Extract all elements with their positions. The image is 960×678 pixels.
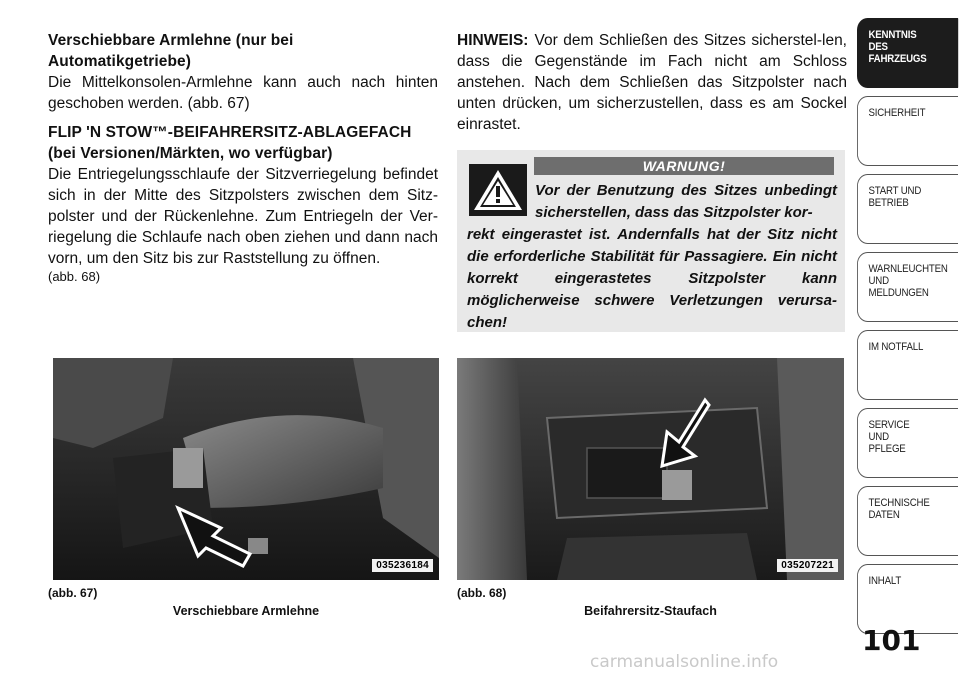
armrest-text: Die Mittelkonsolen-Armlehne kann auch nach hinten geschoben werden. xyxy=(48,74,438,112)
figure-67-caption: Verschiebbare Armlehne xyxy=(172,604,320,618)
tab-label: SICHERHEIT xyxy=(868,107,926,119)
tab-start-und-betrieb[interactable] xyxy=(857,174,958,244)
right-column xyxy=(457,30,847,135)
tab-label: IM NOTFALL xyxy=(868,341,924,353)
warning-box xyxy=(457,150,845,332)
warning-text xyxy=(467,180,837,334)
figure-68-caption: Beifahrersitz-Staufach xyxy=(584,604,717,618)
tab-im-notfall[interactable] xyxy=(857,330,958,400)
section-heading-armrest: Verschiebbare Armlehne (nur bei Automatikgetriebe) xyxy=(48,32,294,70)
hinweis-label: HINWEIS: xyxy=(457,32,529,49)
figure-ref-68: (abb. 68) xyxy=(48,269,101,284)
figure-68-photo xyxy=(457,358,844,580)
figure-67-ref: (abb. 67) xyxy=(48,586,98,600)
tab-label: INHALT xyxy=(868,575,902,587)
watermark: carmanualsonline.info xyxy=(590,652,779,672)
warning-title: WARNUNG! xyxy=(534,157,834,175)
warning-text-first: Vor der Benutzung des Sitzes unbedingt sicherstellen, dass das Sitzpolster kor- xyxy=(535,182,837,221)
page-number: 101 xyxy=(862,624,921,657)
tab-warnleuchten-und-meldungen[interactable] xyxy=(857,252,958,322)
hinweis-paragraph xyxy=(457,30,847,135)
section-heading-flip-n-stow: FLIP 'N STOW™-BEIFAHRERSITZ-ABLAGEFACH (bei Versionen/Märkten, wo verfügbar) xyxy=(48,124,412,162)
tab-label: SERVICE UND PFLEGE xyxy=(868,419,910,455)
chapter-sidebar xyxy=(857,18,960,642)
tab-kenntnis-des-fahrzeugs[interactable] xyxy=(857,18,958,88)
tab-label: WARNLEUCHTEN UND MELDUNGEN xyxy=(868,263,948,299)
tab-sicherheit[interactable] xyxy=(857,96,958,166)
tab-label: START UND BETRIEB xyxy=(868,185,922,209)
hinweis-text: Vor dem Schließen des Sitzes sicherstel-len, dass die Gegenstände im Fach nicht am Schloss anstehen. Nach dem Schließen das Sitzpolster nach unten drücken, um sicherzustellen, dass es am Sockel einrastet. xyxy=(457,32,847,133)
figure-ref-67: (abb. 67) xyxy=(183,95,250,112)
figure-68-ref: (abb. 68) xyxy=(457,586,507,600)
figure-68-id: 035207221 xyxy=(777,559,838,572)
tab-technische-daten[interactable] xyxy=(857,486,958,556)
left-column xyxy=(48,30,438,284)
figure-67-photo xyxy=(53,358,439,580)
flip-n-stow-paragraph: Die Entriegelungsschlaufe der Sitzverriegelung befindet sich in der Mitte des Sitzpolsters zwischen dem Sitz-polster und der Rückenlehne. Zum Entriegeln der Ver-riegelung die Schlaufe nach oben ziehen und dann nach vorn, um den Sitz bis zur Raststellung zu öffnen. xyxy=(48,166,438,267)
armrest-paragraph xyxy=(48,72,438,114)
tab-label: KENNTNIS DES FAHRZEUGS xyxy=(868,29,927,65)
figure-67-id: 035236184 xyxy=(372,559,433,572)
tab-label: TECHNISCHE DATEN xyxy=(868,497,930,521)
tab-service-und-pflege[interactable] xyxy=(857,408,958,478)
warning-text-rest: rekt eingerastet ist. Andernfalls hat der Sitz nicht die erforderliche Stabilität für Passagiere. Ein nicht korrekt eingerastetes Sitzpolster kann möglicherweise schwere Verletzungen verursa-chen! xyxy=(467,226,837,331)
